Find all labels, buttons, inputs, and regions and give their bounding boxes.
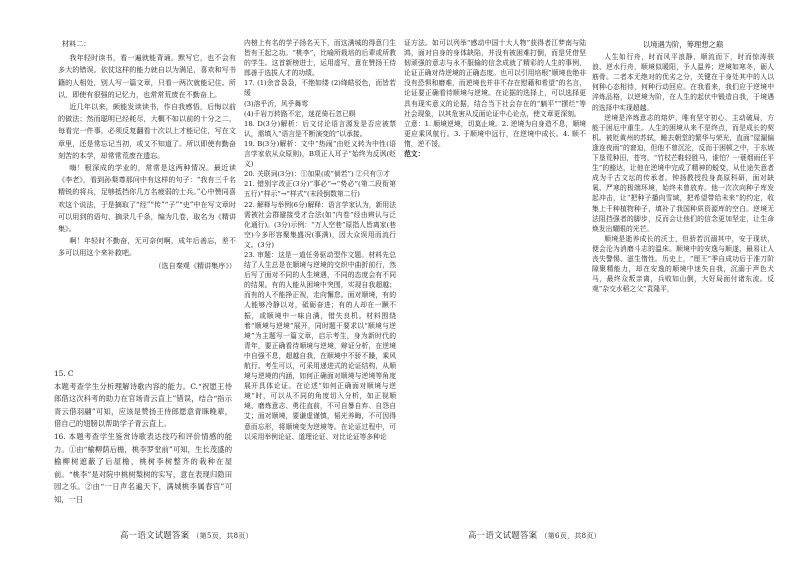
footer-page-number: （第5页，共8页）: [192, 532, 253, 540]
answer-page-6: [400, 0, 800, 565]
page6-column-2: [592, 38, 774, 528]
essay-paragraph: 逆境是淬炼意志的熔炉，唯有坚守初心、主动破局，方能于困厄中重生。人生的困境从来不是终点，而是成长的契机。被贬黄州的苏轼，睡去朝堂的繁华与荣光，直面“屋漏偏逢连夜雨”的窘迫，但他不曾沉沦，反而于困顿之中，于东坡下垦荒种田，苍穹，“竹杖芒鞋轻胜马，谁怕？一蓑烟雨任平生”的豁达，让他在逆境中完成了精神的蜕变，从仕途失意者成为千古文坛的传承者。钟扬教授投身高原科研，面对缺氧、严寒的极端环境，始终未曾放弃。他一次次向种子库发起冲击，让“把种子播向雪域，把希望带给未来”的约定，收集上千种植物种子，填补了我国种质资源库的空白。逆境无法阻挡强者的脚步，反而会让他们的信念更加坚定，让生命焕发出耀眼的光芒。: [592, 113, 774, 233]
answer-item: (3)溶乎沂，风乎舞雩: [244, 99, 309, 108]
footer-page-number: （第6页，共8页）: [540, 532, 601, 540]
intro-paragraph: 立意：1. 顺境逆境，切莫止境。2. 逆境为自身造不息，顺境更应乘风航行。3. 于顺境中远行，在逆境中成长。4. 顺不惰，逆不馁。: [404, 119, 586, 148]
sample-label: 范文：: [404, 150, 425, 159]
answers-15-16: [54, 368, 232, 528]
page5-footer: [120, 529, 253, 541]
quote-source: （选自秦观《精讲集序》）: [154, 260, 236, 270]
footer-label: 高一语文试题答案: [120, 530, 190, 540]
footer-label: 高一语文试题答案: [468, 530, 538, 540]
quote-paragraph: 嗨！根深成的学业的，常常是这两种情况。最近读《李老》，看到孙粲尊那问中有这样的句子：“我有三千名精锐的将兵，足够抵挡你几万名疲弱的士兵。”心中赞同喜欢这个说法，于是摘取了“经”“传”“子”“史”中在写文章时可以用到的语句，摘录几千条，编为几卷，取名为《精讲集》。: [58, 163, 236, 234]
answer-item: 19. B(3分)解析：文中“热闹”由贬义转为中性(语言学家依从众原则)，B项正人耳子”始终为反讽(贬义): [244, 139, 396, 169]
essay-title: 以境遇为阶，筹理想之巅: [642, 40, 724, 49]
essay-paragraph: 人生如行舟，时而风平浪静、顺流而下，时而惊涛骇浪、逆水行舟，顺境似暖阳，予人温养；逆境如寒冬，砺人筋骨。二者本无绝对的优劣之分，关键在于身处其中的人以何种心态相待，何种行动回应。在我看来，我们应于逆境中淬炼品格，以逆境为阶，在人生的起伏中锻造自我，于境遇的选择中实现超越。: [592, 53, 774, 112]
answer-item: (4)千岩万转路不定，迷花倚石忽已暝: [244, 109, 356, 118]
answer-item: 16. 本题考查学生鉴赏诗歌表达技巧和评价情感的能力。①由“榆柳荫后檐，桃李罗堂前”可知，生长茂盛的榆柳树遮蔽了后屋檐，桃树李树整齐的栽种在屋前。“桃李”是对院中桃树梨树的实写，意在表现归隐田园之乐。②由“一日声名遍天下，满城桃李属春官”可知，一日: [54, 431, 232, 504]
translation-excerpt: [58, 38, 236, 350]
answer-item: 23. 审题：这是一道任务驱动型作文题。材料先总结了人生总是在顺境与逆境的交织中曲折前行，然后写了面对不同的人生境遇，不同的态度会有不同的结果。有的人能从困境中突围，实现自我超越；而有的人不能挣正视，走向懈怠。面对顺境，有的人能够冷静以对，砥砺奋进；有的人却在一蹶不振，或顺境中一味自满，错失良机。材料围绕着“顺境与逆境”展开，同时题干要求以“顺境与逆境”为主题写一篇文章，启示考生，身为新时代的青年，要正确看待顺境与逆境，辩证分析，在逆境中自强不息，超越自我，在顺境中不骄不躁，乘风航行。考生可以，可采用递进式的论证结构，从顺境与逆境的内涵，如何正确面对顺境与逆境等角度展开具体论证。在论述“如何正确面对顺境与逆境”时，可以从不同的角度切入分析，如正视顺境、磨炼意志、勇往直前，不可自暴自弃、自怨自艾；面对顺境，要谦虚谨慎，韬光养晦，不可因得意而忘形，将顺境变为逆境等。在论证过程中，可以采用举例论证、道理论证、对比论证等多种论: [244, 250, 396, 441]
answer-item: 21. 错别字改正(3分)“事必”→“势必”(第二段衔第五行)“样示”→“样式”(末段倒数第二行): [244, 180, 396, 199]
material-title: 材料二：: [62, 39, 91, 48]
essay-paragraph: 顺境是逝养成长的沃土，但骄若沉溺其中，安于现状，便会沦为消磨斗志的温床。顺境中的安逸与顺遂，最易让人丧失警惕、滋生惰性。历史上，“厘王”季自成功后于准刀阶隙聚精能力，却在安逸的顺境中迷失自我，沉溺于声色犬马，最终众叛亲离，兵败如山倒，大好局面付诸东流。反观“杂交水稻之父”袁隆平，: [592, 234, 774, 294]
quote-paragraph: 我年轻时读书，看一遍就能背诵。默写它，也不会有多大的错误。依仗这样的能力就自以为满足，喜欢和写书籍的人相处，别人写一篇文章，只看一两次就能记住。所以，即使有很强的记忆力，也常常荒废在不勤奋上。: [58, 53, 236, 99]
answer-item: 18. D(3分)解析：后文讨论语言源发是否应被禁认，需填入“语言是不断演变的”以承接。: [244, 119, 396, 138]
answer-item: 17. (1)余音袅袅，不绝如缕 (2)绛皓驳色，而皆若缓: [244, 79, 396, 98]
answer-item: 22. 解释与举例(6分)解释：语言学家认为，新用法需被社会群避接受才合法(如“内卷”经由辨认与泛化通行)。(3分)示例：“万人空巷”原指人皆离家(巷空)今多形容聚集盛况(事满)，因大众误用而流行义。(3分): [244, 200, 396, 249]
page5-column-1: [54, 38, 236, 528]
answer-item: 20. 关联词(3分)：①加果(或“倘若”) ②只有③才: [244, 170, 390, 179]
answer-item: 15. C: [54, 369, 74, 378]
intro-paragraph: 证方法。如可以列举“感动中国十大人物”获得者江梦南与陆鸿，面对自身的身体缺陷，并没有被困难打倒，而是凭借坚韧顽强的意志与永不服输的信念成就了精彩的人生的事例，论证正确对待逆境的正确态度。也可以引用培根“顺境也绝非没有恐惧和磨难，而逆境也并非不存在慰藉和希望”的名言，论证要正确看待顺境与逆境。在论据的选择上，可以选择更具有现实意义的论据，结合当下社会存在的“躺平”“摆烂”等社会现象，以其危害从反面论证中心论点，使文章更深刻。: [404, 39, 586, 118]
quote-paragraph: 啊！年轻时不勤奋，无可奈何啊，成年后善忘，差不多可以用这个来补救吧。: [58, 236, 236, 258]
answer-item: 内榜上有名的学子扬名天下，而这满城的得意门生皆有王起之功。“桃李”，比喻所栽培的后辈或所教的学生。这首新榜进士，运用虚写，意在赞扬王侍郎善于选拔人才的功绩。: [244, 39, 396, 78]
quote-paragraph: 近几年以来，颇能发读读书，作自我感悟，后悔以前的做法；然而聪明已经耗尽，大概不如以前的十分之二，每看完一件事，必须反复翻看十次以上才能记住，写在文章里，还是常忘记当初，或又不知道了。所以即使有勤奋刻苦的本学，却常常荒废在遗忘。: [58, 102, 236, 160]
answer-item: 本题考查学生分析理解诗歌内容的能力。C.“祝愿王侍郎借这次科考的助力在官场青云直上”错误，结合“指示青云借羽翮”可知，应该是赞扬王侍郎愿意青睐晚辈，借自己的翅膀以帮助学子青云直上。: [54, 381, 232, 429]
page6-footer: [468, 529, 601, 541]
page6-column-1: [404, 38, 586, 528]
page5-column-2: [244, 38, 396, 528]
